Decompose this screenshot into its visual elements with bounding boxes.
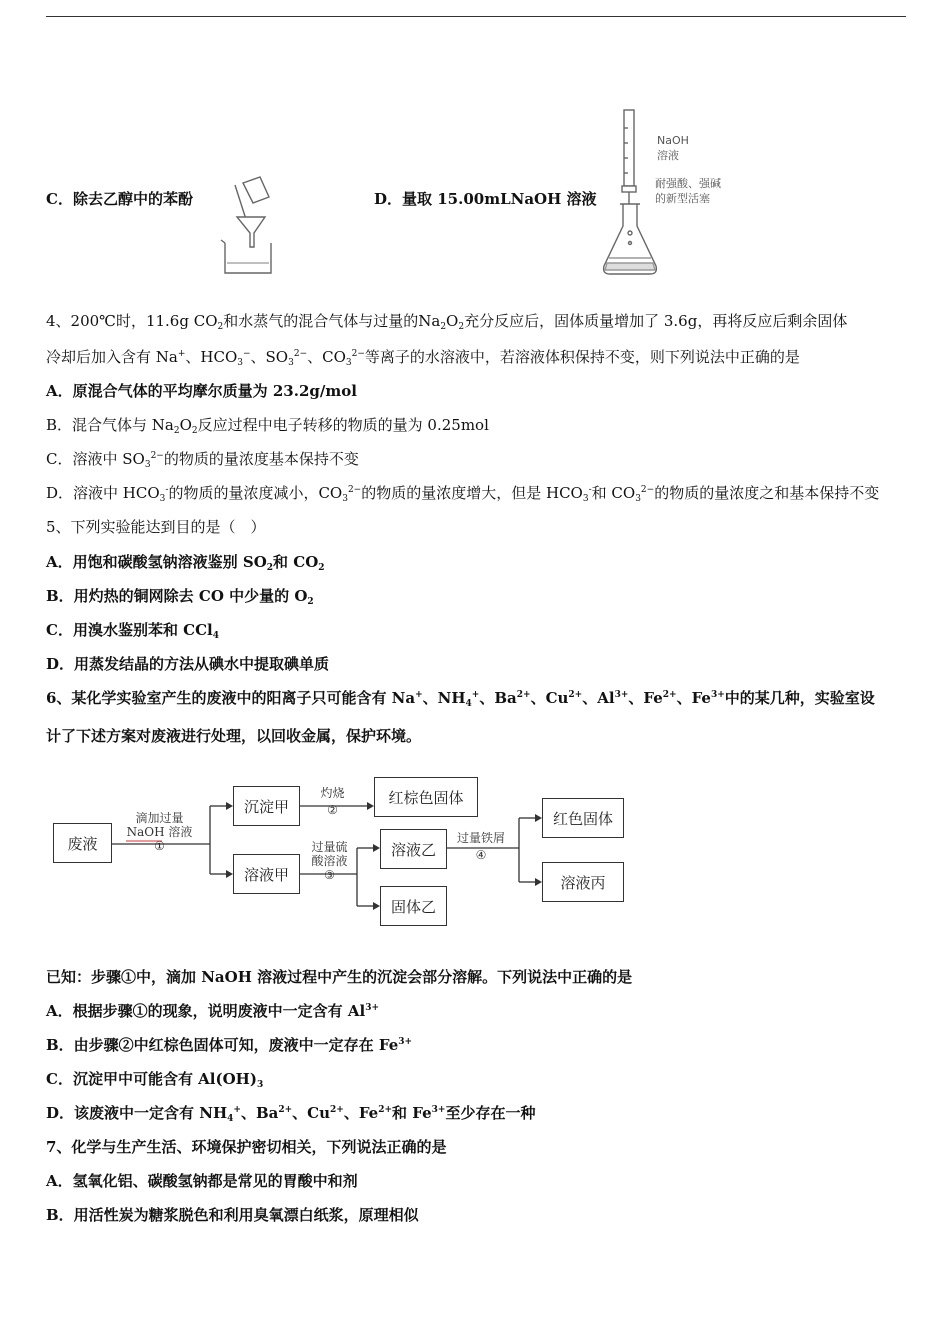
q4-stem2-e: 等离子的水溶液中，若溶液体积保持不变，则下列说法中正确的是 [364, 348, 800, 366]
q3-option-c: C．除去乙醇中的苯酚 [46, 190, 193, 208]
flow-step4-label [450, 831, 512, 862]
q4-c-a: C．溶液中 SO [46, 450, 145, 468]
q4-stem-line2 [46, 347, 800, 367]
flow-box-red-solid: 红色固体 [542, 798, 624, 838]
flow-box-sol-yi: 溶液乙 [380, 829, 447, 869]
q6-sup: 2+ [516, 690, 531, 700]
q6-d-d: 、Fe [343, 1104, 379, 1122]
flow-step2-label [305, 786, 360, 817]
q4-sub: 2 [217, 322, 224, 332]
q4-sub: 2 [173, 426, 180, 436]
q6-sup: + [415, 690, 423, 700]
q4-c-b: 的物质的量浓度基本保持不变 [163, 450, 359, 468]
q6-stem1-b: 、NH [422, 689, 466, 707]
q5-sub: 2 [266, 563, 274, 573]
q6-d-a: D．该废液中一定含有 NH [46, 1104, 228, 1122]
q5-b-a: B．用灼热的铜网除去 CO 中少量的 O [46, 587, 308, 605]
q6-sup: 2+ [378, 1105, 393, 1115]
q4-b-b: O [179, 416, 192, 434]
q7-option-b: B．用活性炭为糖浆脱色和利用臭氧漂白纸浆，原理相似 [46, 1206, 419, 1224]
q4-sup: 2− [150, 451, 164, 461]
flow-step2-line1: 灼烧 [320, 786, 345, 800]
q4-option-d [46, 483, 879, 503]
q5-option-c [46, 620, 219, 640]
q4-option-c [46, 449, 359, 469]
q6-sub: 4 [227, 1114, 234, 1124]
flow-box-waste: 废液 [53, 823, 112, 863]
q4-sub: 2 [458, 322, 465, 332]
q4-sup: - [588, 485, 592, 495]
q4-sup: 2− [640, 485, 655, 495]
q6-stem1-c: 、Ba [479, 689, 517, 707]
titration-apparatus-figure [598, 108, 663, 280]
flow-step1-line2: NaOH 溶液 [126, 825, 193, 839]
q6-b-a: B．由步骤②中红棕色固体可知，废液中一定存在 Fe [46, 1036, 399, 1054]
q4-b-a: B．混合气体与 Na [46, 416, 174, 434]
q5-stem: 5、下列实验能达到目的是（ ） [46, 518, 266, 536]
q6-stem1-a: 6、某化学实验室产生的废液中的阳离子只可能含有 Na [46, 689, 416, 707]
stopcock-label-line2: 的新型活塞 [655, 192, 710, 205]
q6-sup: 2+ [568, 690, 583, 700]
q4-sub: 3 [237, 358, 243, 368]
q6-sup: 3+ [614, 690, 629, 700]
naoh-label-line2: 溶液 [657, 149, 679, 162]
q4-sub: 3 [144, 460, 151, 470]
q6-d-f: 至少存在一种 [445, 1104, 536, 1122]
q4-stem2-a: 冷却后加入含有 Na [46, 348, 178, 366]
q4-b-c: 反应过程中电子转移的物质的量为 0.25mol [197, 416, 489, 434]
q6-known: 已知：步骤①中，滴加 NaOH 溶液过程中产生的沉淀会部分溶解。下列说法中正确的是 [46, 968, 633, 986]
q3-option-d: D．量取 15.00mLNaOH 溶液 [374, 190, 597, 208]
q4-stem-line1 [46, 311, 847, 331]
q6-sup: 2+ [278, 1105, 293, 1115]
q4-stem1-b: 和水蒸气的混合气体与过量的Na [223, 312, 441, 330]
naoh-solution-label [657, 133, 689, 163]
q4-sub: 3 [635, 494, 641, 504]
q6-d-c: 、Cu [292, 1104, 331, 1122]
q4-stem2-d: 、CO [307, 348, 346, 366]
q6-stem1-h: 中的某几种，实验室设 [724, 689, 875, 707]
q6-sub: 4 [465, 699, 472, 709]
q4-sup: + [177, 349, 186, 359]
q4-sub: 3 [159, 494, 166, 504]
flow-step1-line1: 滴加过量 [135, 811, 184, 825]
q5-c-a: C．用溴水鉴别苯和 CCl [46, 621, 213, 639]
q5-a-b: 和 CO [273, 553, 319, 571]
q4-option-b [46, 415, 489, 435]
flow-step2-num: ② [327, 803, 338, 817]
stopcock-label [655, 176, 721, 206]
flow-step3-line2: 酸溶液 [311, 854, 348, 868]
q6-stem-line1 [46, 688, 875, 708]
q6-stem1-g: 、Fe [676, 689, 711, 707]
q4-sup: 2− [351, 349, 365, 359]
flow-step1-label [117, 811, 202, 853]
q6-sup: + [233, 1105, 241, 1115]
q5-sub: 2 [318, 563, 325, 573]
q5-option-b [46, 586, 314, 606]
q6-stem1-d: 、Cu [530, 689, 569, 707]
q4-sup: - [165, 485, 169, 495]
q6-a-a: A．根据步骤①的现象，说明废液中一定含有 Al [46, 1002, 366, 1020]
q4-option-a [46, 381, 357, 401]
q6-stem-line2: 计了下述方案对废液进行处理，以回收金属，保护环境。 [46, 727, 422, 745]
flow-step4-num: ④ [475, 848, 487, 862]
flow-box-solid-yi: 固体乙 [380, 886, 447, 926]
q4-sub: 3 [288, 358, 294, 368]
q7-stem: 7、化学与生产生活、环境保护密切相关，下列说法正确的是 [46, 1138, 447, 1156]
flow-step3-label [302, 840, 357, 882]
q4-sub: 3 [345, 358, 352, 368]
filtration-apparatus-figure [215, 175, 285, 280]
q6-sub: 3 [256, 1080, 264, 1090]
q4-stem2-c: 、SO [250, 348, 289, 366]
q4-sub: 3 [582, 494, 589, 504]
stopcock-label-line1: 耐强酸、强碱 [655, 177, 721, 190]
q5-a-a: A．用饱和碳酸氢钠溶液鉴别 SO [46, 553, 267, 571]
q6-sup: 3+ [710, 690, 725, 700]
flow-box-ppt-jia: 沉淀甲 [233, 786, 300, 826]
q4-sup: − [242, 349, 251, 359]
q4-sub: 3 [342, 494, 348, 504]
flow-step3-num: ③ [324, 868, 335, 882]
q5-sub: 4 [212, 631, 220, 641]
q5-sub: 2 [307, 597, 314, 607]
q6-sup: 3+ [398, 1037, 413, 1047]
q5-option-a [46, 552, 325, 572]
q4-sup: 2− [347, 485, 362, 495]
q6-sup: 2+ [662, 690, 677, 700]
q4-stem1-c: O [446, 312, 459, 330]
q4-d-c: 的物质的量浓度增大，但是 HCO [361, 484, 583, 502]
q4-sub: 2 [440, 322, 447, 332]
q4-stem1-a: 4、200℃时，11.6g CO [46, 312, 218, 330]
q6-sup: 2+ [330, 1105, 344, 1115]
q4-sub: 2 [191, 426, 198, 436]
flow-box-red-brown-solid: 红棕色固体 [374, 777, 478, 817]
q6-d-b: 、Ba [240, 1104, 279, 1122]
q6-sup: + [471, 690, 480, 700]
naoh-label-line1: NaOH [657, 134, 689, 147]
q6-option-b [46, 1035, 412, 1055]
q6-option-a [46, 1001, 379, 1021]
flow-step3-line1: 过量硫 [311, 840, 348, 854]
q4-d-e: 的物质的量浓度之和基本保持不变 [654, 484, 880, 502]
q6-sup: 3+ [431, 1105, 446, 1115]
q4-stem2-b: 、HCO [185, 348, 238, 366]
q6-option-c [46, 1069, 263, 1089]
q7-option-a: A．氢氧化铝、碳酸氢钠都是常见的胃酸中和剂 [46, 1172, 358, 1190]
flow-box-sol-bing: 溶液丙 [542, 862, 624, 902]
q4-sup: 2− [293, 349, 308, 359]
flow-step4-line1: 过量铁屑 [456, 831, 505, 845]
q6-stem1-e: 、Al [582, 689, 615, 707]
header-rule [46, 16, 906, 17]
q4-d-d: 和 CO [591, 484, 636, 502]
q4-d-a: D．溶液中 HCO [46, 484, 160, 502]
q4-a-text: A．原混合气体的平均摩尔质量为 23.2g/mol [46, 382, 357, 400]
q4-stem1-d: 充分反应后，固体质量增加了 3.6g，再将反应后剩余固体 [464, 312, 848, 330]
flow-box-sol-jia: 溶液甲 [233, 854, 300, 894]
q5-option-d: D．用蒸发结晶的方法从碘水中提取碘单质 [46, 655, 330, 673]
q4-d-b: 的物质的量浓度减小，CO [168, 484, 343, 502]
q6-c-a: C．沉淀甲中可能含有 Al(OH) [46, 1070, 257, 1088]
flow-step1-num: ① [154, 839, 165, 853]
q6-option-d [46, 1103, 535, 1123]
q6-sup: 3+ [365, 1003, 380, 1013]
q6-stem1-f: 、Fe [628, 689, 663, 707]
q6-d-e: 和 Fe [392, 1104, 432, 1122]
